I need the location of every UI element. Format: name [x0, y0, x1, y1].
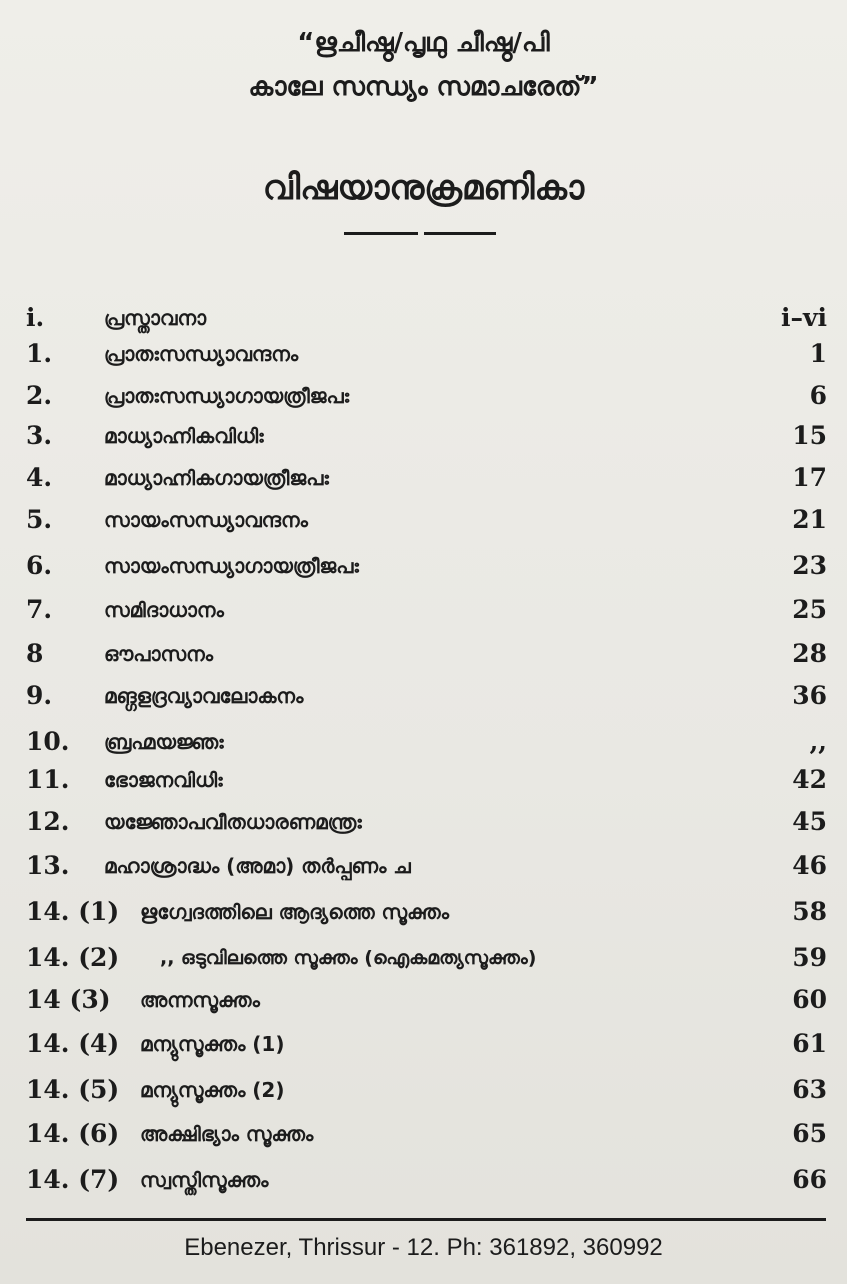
- toc-page: 21: [792, 505, 827, 534]
- toc-row: [0, 546, 847, 586]
- toc-page: 63: [792, 1075, 827, 1104]
- toc-title: സമിദാധാനം: [104, 598, 224, 622]
- toc-number: 12.: [26, 807, 70, 836]
- toc-title: സായംസന്ധ്യാഗായത്രീജപഃ: [104, 554, 359, 578]
- toc-number: 3.: [26, 421, 53, 450]
- toc-page: i–vi: [780, 303, 827, 332]
- toc-page: 6: [809, 381, 827, 410]
- toc-title: മാധ്യാഹ്നികഗായത്രീജപഃ: [104, 466, 329, 490]
- toc-page: 17: [792, 463, 827, 492]
- toc-title: മഹാശ്രാദ്ധം (അമാ) തർപ്പണം ച: [104, 854, 411, 878]
- toc-page: 58: [792, 897, 827, 926]
- toc-row: [0, 760, 847, 800]
- toc-number: 14 (3): [26, 985, 111, 1014]
- toc-row: [0, 722, 847, 762]
- toc-page: 60: [792, 985, 827, 1014]
- page-title: വിഷയാനുക്രമണികാ: [262, 168, 585, 208]
- toc-row: [0, 634, 847, 674]
- toc-title: മന്യുസൂക്തം (2): [140, 1078, 285, 1102]
- toc-page: 66: [792, 1165, 827, 1194]
- toc-number: 1.: [26, 339, 53, 368]
- toc-row: [0, 1114, 847, 1154]
- toc-row: [0, 500, 847, 540]
- toc-page: 15: [792, 421, 827, 450]
- toc-number: 14. (1): [26, 897, 120, 926]
- toc-number: 9.: [26, 681, 53, 710]
- toc-number: 4.: [26, 463, 53, 492]
- toc-title: മങ്ഗളദ്രവ്യാവലോകനം: [104, 684, 304, 708]
- toc-title: പ്രസ്താവനാ: [104, 306, 207, 330]
- toc-number: 8: [26, 639, 44, 668]
- toc-title: ഭോജനവിധിഃ: [104, 768, 223, 792]
- toc-title: പ്രാതഃസന്ധ്യാഗായത്രീജപഃ: [104, 384, 350, 408]
- toc-row: [0, 980, 847, 1020]
- toc-page: 1: [809, 339, 827, 368]
- toc-row: [0, 416, 847, 456]
- toc-number: 14. (7): [26, 1165, 120, 1194]
- epigraph-line-1: “ഋചീഷ്ഠ/പൃഥു ചീഷ്ഠ/പി: [297, 28, 550, 58]
- toc-number: 6.: [26, 551, 53, 580]
- toc-page: 25: [792, 595, 827, 624]
- toc-title: ഔപാസനം: [104, 642, 214, 666]
- toc-row: [0, 938, 847, 978]
- printer-imprint: Ebenezer, Thrissur - 12. Ph: 361892, 360992: [184, 1234, 663, 1261]
- toc-title: സ്വസ്തിസൂക്തം: [140, 1168, 269, 1192]
- footer-divider: [26, 1218, 826, 1221]
- toc-number: 14. (6): [26, 1119, 120, 1148]
- toc-row: [0, 298, 847, 338]
- toc-page: 46: [792, 851, 827, 880]
- toc-title: യജ്ഞോപവീതധാരണമന്ത്രഃ: [104, 810, 362, 834]
- toc-number: 14. (2): [26, 943, 120, 972]
- toc-row: [0, 1070, 847, 1110]
- toc-page: 45: [792, 807, 827, 836]
- toc-page: 36: [792, 681, 827, 710]
- toc-row: [0, 1024, 847, 1064]
- toc-title: അക്ഷിഭ്യാം സൂക്തം: [140, 1122, 314, 1146]
- toc-page: 28: [792, 639, 827, 668]
- toc-number: 14. (5): [26, 1075, 120, 1104]
- toc-row: [0, 802, 847, 842]
- title-underline-right: [424, 232, 496, 235]
- toc-page: 65: [792, 1119, 827, 1148]
- toc-row: [0, 892, 847, 932]
- toc-number: 7.: [26, 595, 53, 624]
- epigraph-line-2: കാലേ സന്ധ്യം സമാചരേത്”: [248, 72, 599, 102]
- toc-number: 5.: [26, 505, 53, 534]
- toc-number: 14. (4): [26, 1029, 120, 1058]
- toc-row: [0, 376, 847, 416]
- toc-row: [0, 334, 847, 374]
- toc-title: അന്നസൂക്തം: [140, 988, 260, 1012]
- toc-page: 59: [792, 943, 827, 972]
- title-underline-left: [344, 232, 418, 235]
- toc-number: i.: [26, 303, 45, 332]
- toc-row: [0, 458, 847, 498]
- toc-title: സായംസന്ധ്യാവന്ദനം: [104, 508, 308, 532]
- toc-page: ,,: [809, 727, 827, 756]
- toc-row: [0, 590, 847, 630]
- toc-number: 10.: [26, 727, 70, 756]
- toc-number: 11.: [26, 765, 70, 794]
- toc-title: മാധ്യാഹ്നികവിധിഃ: [104, 424, 264, 448]
- toc-title: ഋഗ്വേദത്തിലെ ആദ്യത്തെ സൂക്തം: [140, 900, 450, 924]
- toc-row: [0, 676, 847, 716]
- toc-number: 13.: [26, 851, 70, 880]
- toc-title: ബ്രഹ്മയജ്ഞഃ: [104, 730, 224, 754]
- toc-page: 42: [792, 765, 827, 794]
- toc-row: [0, 846, 847, 886]
- toc-page: 61: [792, 1029, 827, 1058]
- toc-title: മന്യുസൂക്തം (1): [140, 1032, 285, 1056]
- toc-page: 23: [792, 551, 827, 580]
- toc-title: പ്രാതഃസന്ധ്യാവന്ദനം: [104, 342, 299, 366]
- toc-number: 2.: [26, 381, 53, 410]
- toc-title: ,, ഒടുവിലത്തെ സൂക്തം (ഐകമത്യസൂക്തം): [160, 947, 537, 969]
- toc-row: [0, 1160, 847, 1200]
